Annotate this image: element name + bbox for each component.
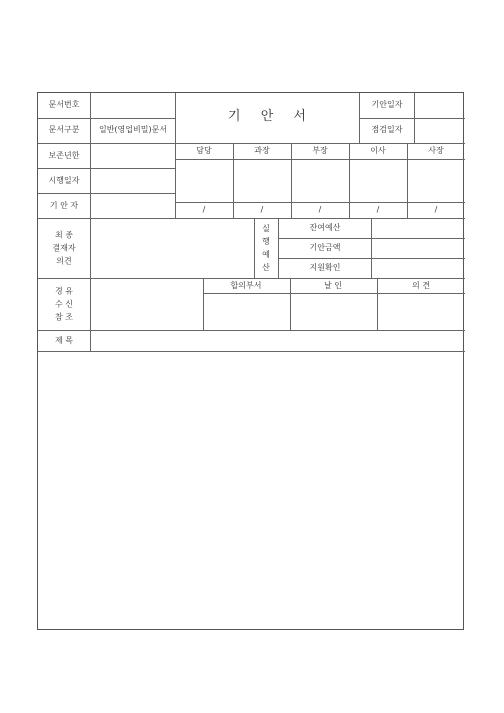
label-line: 실 [262,224,270,233]
remaining-budget-field[interactable] [372,219,464,238]
doc-number-field[interactable] [91,94,175,118]
opinion-field[interactable] [378,294,464,330]
approval-header: 과장 [254,146,270,155]
label-line: 참 조 [55,312,73,322]
approval-header: 이사 [370,146,386,155]
enforce-date-field[interactable] [91,169,175,193]
divider [359,93,360,143]
routing-label [44,285,84,324]
review-date-label: 점검일자 [371,125,403,134]
retention-field[interactable] [91,144,175,168]
date-slash: / [376,205,380,214]
seal-field[interactable] [291,294,377,330]
approval-header: 사장 [428,146,444,155]
label-line: 수 신 [55,299,73,309]
remaining-budget-label: 잔여예산 [309,223,341,232]
approval-header: 부장 [312,146,328,155]
divider [38,118,175,119]
body-text-area[interactable] [39,352,464,630]
date-slash: / [318,205,322,214]
label-line: 행 [262,237,270,246]
drafter-label: 기 안 자 [49,201,79,210]
draft-form [37,92,464,630]
agreement-dept-field[interactable] [204,294,290,330]
date-slash: / [434,205,438,214]
support-check-label: 지원확인 [309,263,341,272]
divider [175,202,465,203]
divider [278,218,279,278]
date-slash: / [260,205,264,214]
doc-type-label: 문서구분 [48,125,80,134]
doc-type-value: 일반(영업비밀)문서 [98,125,168,134]
date-slash: / [202,205,206,214]
drafter-field[interactable] [91,194,175,218]
subject-label: 제 목 [55,336,73,345]
final-opinion-label [44,229,84,268]
enforce-date-label: 시행일자 [48,176,80,185]
doc-number-label: 문서번호 [48,100,80,109]
draft-date-field[interactable] [415,94,464,118]
draft-date-label: 기안일자 [371,100,403,109]
seal-header: 날 인 [324,281,342,290]
approval-header: 담당 [196,146,212,155]
opinion-header: 의 견 [412,281,430,290]
page-title: 기 안 서 [228,109,314,124]
routing-field[interactable] [91,279,203,330]
approval-sign-cell[interactable] [234,160,291,202]
label-line: 최 종 [55,230,73,240]
label-line: 결재자 [52,243,76,253]
support-check-field[interactable] [372,259,464,278]
approval-sign-cell[interactable] [292,160,349,202]
approval-sign-cell[interactable] [176,160,233,202]
draft-amount-label: 기안금액 [309,243,341,252]
review-date-field[interactable] [415,119,464,143]
label-line: 예 [262,250,270,259]
retention-label: 보존년한 [48,151,80,160]
divider [254,218,255,278]
execution-budget-label [259,222,273,274]
draft-amount-field[interactable] [372,239,464,258]
final-opinion-field[interactable] [91,219,254,278]
label-line: 의견 [56,256,72,266]
subject-field[interactable] [91,331,464,351]
approval-sign-cell[interactable] [350,160,407,202]
approval-sign-cell[interactable] [408,160,464,202]
label-line: 경 유 [55,286,73,296]
agreement-dept-header: 합의부서 [230,281,262,290]
label-line: 산 [262,263,270,272]
